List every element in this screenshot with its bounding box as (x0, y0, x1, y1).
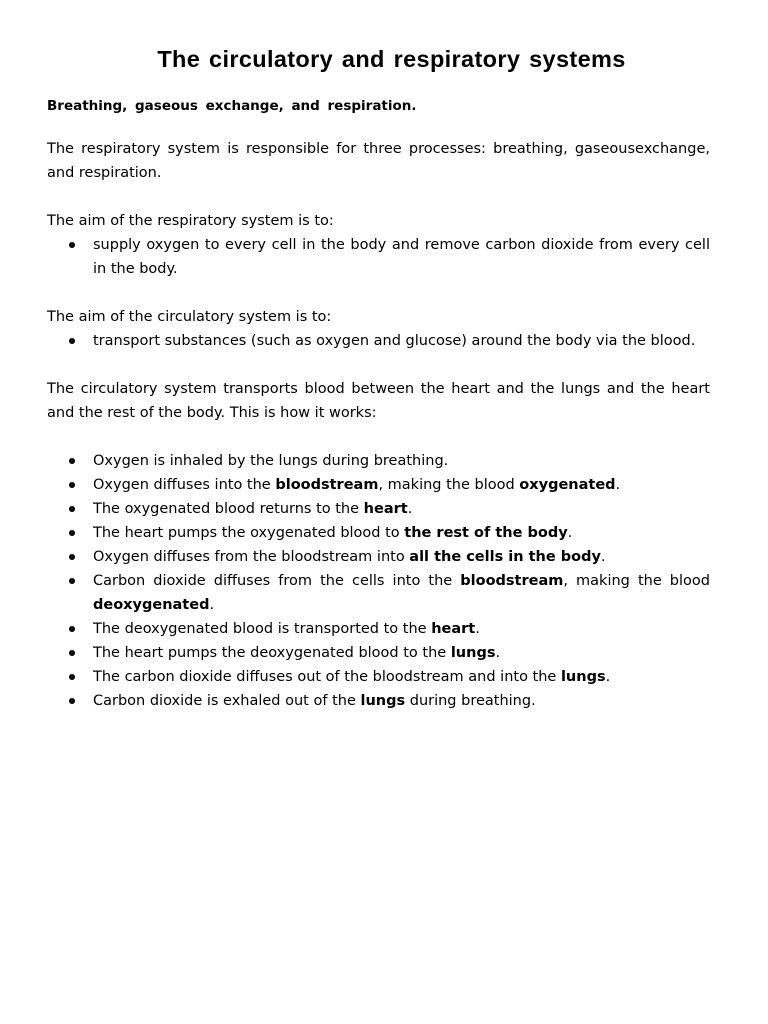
step-text: during breathing. (405, 693, 536, 709)
step-text: , making the blood (378, 477, 520, 493)
step-text: . (209, 597, 215, 613)
step-item (47, 545, 710, 569)
step-emphasis: deoxygenated (93, 597, 210, 613)
step-emphasis: the rest of the body (404, 525, 568, 541)
list-item-text: transport substances (such as oxygen and glucose) around the body via the blood. (93, 333, 696, 349)
bullet-icon (69, 530, 75, 536)
step-emphasis: heart (431, 621, 476, 637)
step-emphasis: heart (363, 501, 408, 517)
bullet-icon (69, 506, 75, 512)
step-text: Oxygen diffuses from the bloodstream into (93, 549, 410, 565)
step-text: . (407, 501, 413, 517)
step-emphasis: lungs (360, 693, 406, 709)
step-emphasis: lungs (560, 669, 606, 685)
step-text: The carbon dioxide diffuses out of the bloodstream and into the (93, 669, 561, 685)
step-item (47, 473, 710, 497)
step-emphasis: oxygenated (519, 477, 616, 493)
step-emphasis: bloodstream (275, 477, 379, 493)
step-text: The oxygenated blood returns to the (93, 501, 364, 517)
step-text: Carbon dioxide diffuses from the cells into the (93, 573, 461, 589)
step-item (47, 449, 710, 473)
step-text: The deoxygenated blood is transported to the (93, 621, 432, 637)
respiratory-aim-list (47, 233, 710, 281)
step-item (47, 689, 710, 713)
step-emphasis: all the cells in the body (409, 549, 601, 565)
bullet-icon (69, 578, 75, 584)
list-item (47, 329, 710, 353)
step-item (47, 617, 710, 641)
step-item (47, 569, 710, 617)
step-text: . (495, 645, 501, 661)
circulatory-aim-list (47, 329, 710, 353)
step-text: , making the blood (563, 573, 710, 589)
bullet-icon (69, 458, 75, 464)
step-text: . (605, 669, 611, 685)
step-text: . (615, 477, 621, 493)
step-text: . (475, 621, 480, 637)
page-title: The circulatory and respiratory systems (157, 46, 626, 72)
step-emphasis: lungs (450, 645, 496, 661)
bullet-icon (69, 482, 75, 488)
bullet-icon (69, 674, 75, 680)
step-item (47, 521, 710, 545)
step-emphasis: bloodstream (460, 573, 564, 589)
bullet-icon (69, 698, 75, 704)
step-text: . (567, 525, 573, 541)
steps-list (47, 449, 710, 713)
list-item (47, 233, 710, 281)
step-text: The heart pumps the oxygenated blood to (93, 525, 405, 541)
step-item (47, 665, 710, 689)
list-item-text: supply oxygen to every cell in the body and remove carbon dioxide from every cell in the body. (93, 237, 710, 277)
document-body (47, 94, 710, 713)
bullet-icon (69, 650, 75, 656)
step-item (47, 497, 710, 521)
step-text: . (600, 549, 606, 565)
step-text: Oxygen is inhaled by the lungs during breathing. (93, 453, 449, 469)
step-item (47, 641, 710, 665)
section-subheading: Breathing, gaseous exchange, and respiration. (47, 98, 417, 114)
step-text: Oxygen diffuses into the (93, 477, 276, 493)
circulatory-aim-lead: The aim of the circulatory system is to: (47, 309, 332, 325)
step-text: Carbon dioxide is exhaled out of the (93, 693, 361, 709)
respiratory-aim-lead: The aim of the respiratory system is to: (47, 213, 334, 229)
bullet-icon (69, 338, 75, 344)
bullet-icon (69, 554, 75, 560)
intro-paragraph: The respiratory system is responsible for three processes: breathing, gaseousexchange, and respiration. (47, 141, 710, 181)
bullet-icon (69, 626, 75, 632)
step-text: The heart pumps the deoxygenated blood to the (93, 645, 451, 661)
bullet-icon (69, 242, 75, 248)
how-it-works-paragraph: The circulatory system transports blood between the heart and the lungs and the heart and the rest of the body. This is how it works: (47, 381, 710, 421)
